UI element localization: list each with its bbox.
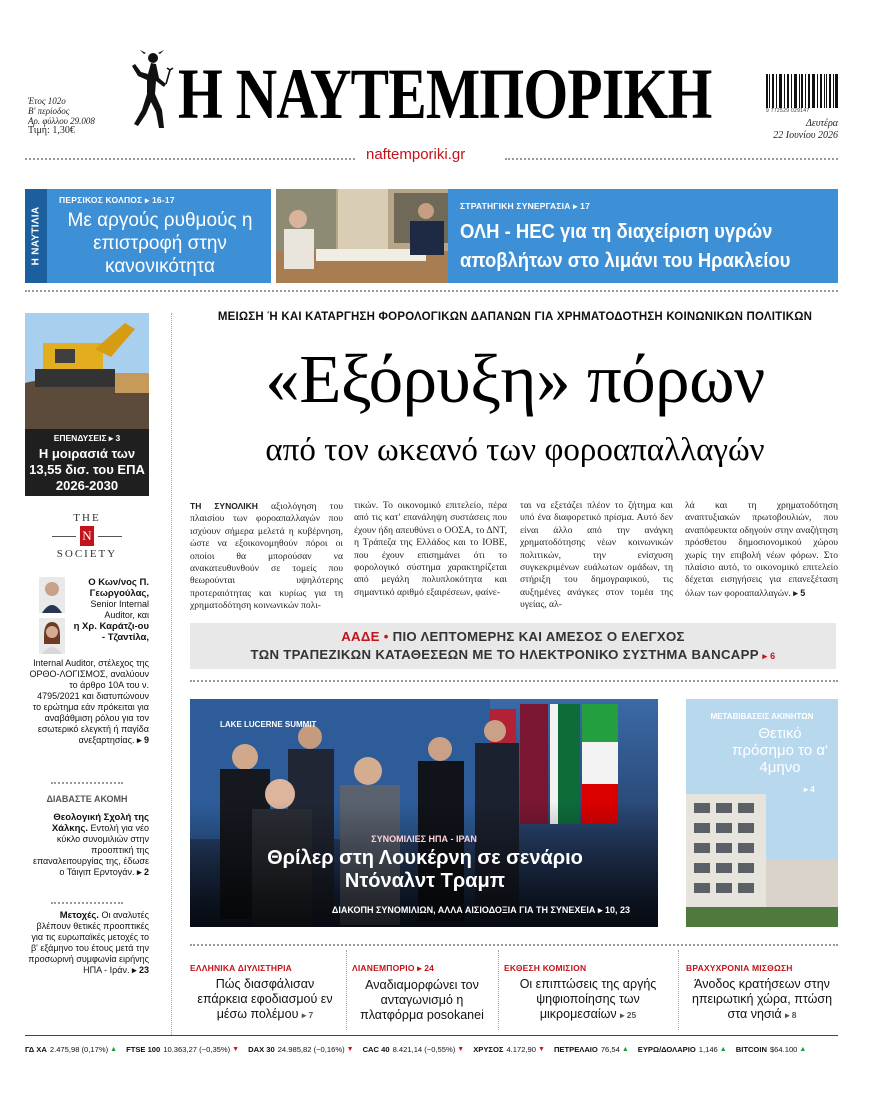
arrow-down-icon: ▼ xyxy=(457,1045,465,1053)
left-column-rule xyxy=(171,313,172,1035)
article-lead: ΤΗ ΣΥΝΟΛΙΚΗ xyxy=(190,501,258,511)
summit-photo-teaser[interactable] xyxy=(190,699,658,927)
ticker-value: 2.475,98 (0,17%) xyxy=(49,1044,109,1054)
aade-bullet: • xyxy=(383,629,389,644)
bottom-rule-1 xyxy=(346,950,347,1030)
society-logo-bottom: SOCIETY xyxy=(56,548,118,560)
bottom-article-1-title: Πώς διασφάλισαν επάρκεια εφοδιασμού εν μέσω πολέμου xyxy=(197,977,333,1021)
bottom-article-2[interactable] xyxy=(352,963,492,1023)
olh-teaser[interactable] xyxy=(276,189,838,283)
author1-role: Senior Internal Auditor, και xyxy=(90,599,149,620)
issue-price: Τιμή: 1,30€ xyxy=(28,125,75,136)
article-column-1-text: αξιολόγηση του πλαισίου των φοροαπαλλαγών που ισχύουν σήμερα μελετά η κυβέρνηση, ώστε να εξοικονομηθούν πόροι οι οποίοι θα μπορούσαν να ανακατευθυνθούν σε τομείς που θεωρούνται υψηλότερης προτεραιότητας και κυρίως για τη χρηματοδότηση κοινωνικών πολι- xyxy=(190,501,343,612)
read-more-divider-2 xyxy=(51,902,123,904)
bottom-article-1[interactable] xyxy=(190,963,340,1023)
society-ref: ▸ 9 xyxy=(136,735,149,745)
ticker-value: 24.985,82 (−0,16%) xyxy=(277,1044,345,1054)
aade-line-1: ΠΙΟ ΛΕΠΤΟΜΕΡΗΣ ΚΑΙ ΑΜΕΣΟΣ Ο ΕΛΕΓΧΟΣ xyxy=(392,629,685,644)
bottom-article-3-title-wrap xyxy=(504,977,672,1023)
bottom-article-3[interactable] xyxy=(504,963,672,1023)
article-column-1 xyxy=(190,500,343,613)
bottom-article-3-title: Οι επιπτώσεις της αργής ψηφιοποίησης των μικρομεσαίων xyxy=(519,977,657,1021)
bottom-article-4-ref: ▸ 8 xyxy=(785,1010,797,1020)
bottom-article-4-title: Άνοδος κρατήσεων στην ηπειρωτική χώρα, πτώση στα νησιά xyxy=(691,977,833,1021)
author2-portrait xyxy=(39,618,65,654)
bottom-article-1-ref: ▸ 7 xyxy=(301,1010,314,1020)
aade-ref: ▸ 6 xyxy=(762,651,776,661)
naftilia-teaser[interactable] xyxy=(25,189,271,283)
article-column-2: τικών. Το οικονομικό επιτελείο, πέρα από τις κατ' επανάληψη συστάσεις που έχουν ήδη απευθύνει ο ΟΟΣΑ, το ΔΝΤ, η Τράπεζα της Ελλάδος και το ΙΟΒΕ, που έχουν επισημάνει ότι το φορολογικό σύστημα χαρακτηρίζεται από μεγάλη πολυπλοκότητα και σημαντικό αριθμό εξαιρέσεων, φαίνε- xyxy=(354,500,507,598)
bottom-article-3-ref: ▸ 25 xyxy=(620,1010,637,1020)
ticker-value: $64.100 xyxy=(769,1044,798,1054)
ticker-label: ΓΔ ΧΑ xyxy=(25,1044,47,1054)
read-more-item-2-text: Οι αναλυτές βλέπουν θετικές προοπτικές για τις ευρωπαϊκές μετοχές το β' εξάμηνο του έτους μετά την προσωρινή συμφωνία ειρήνης ΗΠΑ - Ιράν. xyxy=(28,910,149,975)
aade-line-2: ΤΩΝ ΤΡΑΠΕΖΙΚΩΝ ΚΑΤΑΘΕΣΕΩΝ ΜΕ ΤΟ ΗΛΕΚΤΡΟΝΙΚΟ ΣΥΣΤΗΜΑ BANCAPP xyxy=(250,647,759,662)
edition-date xyxy=(720,118,838,142)
ependyseis-headline: Η μοιρασιά των 13,55 δισ. του ΕΠΑ 2026-2030 xyxy=(29,446,145,493)
arrow-up-icon: ▲ xyxy=(719,1045,727,1053)
society-logo xyxy=(25,512,149,560)
website-link[interactable]: naftemporiki.gr xyxy=(366,146,466,163)
author1-name: Ο Κων/νος Π. Γεωργούλας, xyxy=(88,577,149,599)
main-headline[interactable]: «Εξόρυξη» πόρων xyxy=(265,341,765,417)
bottom-rule-3 xyxy=(678,950,679,1030)
society-authors xyxy=(69,577,149,643)
ticker-label: BITCOIN xyxy=(735,1044,767,1054)
ticker-item-gold xyxy=(473,1045,545,1054)
ticker-label: ΕΥΡΩ/ΔΟΛΑΡΙΟ xyxy=(637,1044,696,1054)
ticker-label: ΠΕΤΡΕΛΑΙΟ xyxy=(553,1044,598,1054)
bottom-divider xyxy=(190,944,838,946)
ticker-value: 10.363,27 (−0,35%) xyxy=(163,1044,231,1054)
aade-teaser[interactable] xyxy=(190,623,836,669)
read-more-item-1-text: Εντολή για νέο κύκλο συνομιλιών στην προοπτική της επαναλειτουργίας της, έδωσε ο Τάιγιπ Ερντογάν. xyxy=(32,823,149,877)
society-text xyxy=(27,658,149,746)
real-estate-teaser[interactable] xyxy=(686,699,838,927)
bottom-article-1-kicker: ΕΛΛΗΝΙΚΑ ΔΙΥΛΙΣΤΗΡΙΑ xyxy=(190,963,292,973)
article-column-4-text: λά και τη χρηματοδότηση αναπτυξιακών πρωτοβουλιών, που αναπόφευκτα οδηγούν στην αναζήτηση πρόσθετου δημοσιονομικού χώρου χωρίς την επιβολή νέων φόρων. Στο πλαίσιο αυτό, το οικονομικό επιτελείο δέχεται εισηγήσεις για επανεξέταση όλων των φοροαπαλλαγών. xyxy=(685,500,838,599)
masthead-title: Η ΝΑΥΤΕΜΠΟΡΙΚΗ xyxy=(178,54,712,134)
arrow-down-icon: ▼ xyxy=(232,1045,240,1053)
issue-number: Αρ. φύλλου 29.008 xyxy=(28,116,95,126)
summit-ref: ▸ 10, 23 xyxy=(597,905,630,915)
ticker-value: 1,146 xyxy=(698,1044,718,1054)
read-more-item-1[interactable] xyxy=(27,812,149,878)
bottom-rule-2 xyxy=(498,950,499,1030)
bottom-article-3-kicker: ΕΚΘΕΣΗ ΚΟΜΙΣΙΟΝ xyxy=(504,963,587,973)
hermes-logo-icon xyxy=(126,48,174,136)
barcode-icon xyxy=(766,74,838,108)
ticker-item-eurusd xyxy=(638,1045,727,1054)
ticker-label: CAC 40 xyxy=(362,1044,390,1054)
bottom-article-4-title-wrap xyxy=(686,977,838,1023)
article-column-4 xyxy=(685,500,838,600)
bottom-article-2-title: Αναδιαμορφώνει τον ανταγωνισμό η πλατφόρμα posokanei xyxy=(360,978,484,1022)
ticker-item-oil xyxy=(554,1045,629,1054)
main-supertitle: ΜΕΙΩΣΗ Ή ΚΑΙ ΚΑΤΑΡΓΗΣΗ ΦΟΡΟΛΟΓΙΚΩΝ ΔΑΠΑΝΩΝ ΓΙΑ ΧΡΗΜΑΤΟΔΟΤΗΣΗ ΚΟΙΝΩΝΙΚΩΝ ΠΟΛΙΤΙΚΩΝ xyxy=(217,311,813,323)
issue-info xyxy=(28,96,95,136)
arrow-down-icon: ▼ xyxy=(346,1045,354,1053)
read-more-item-2[interactable] xyxy=(27,910,149,976)
olh-kicker: ΣΤΡΑΤΗΓΙΚΗ ΣΥΝΕΡΓΑΣΙΑ ▸ 17 xyxy=(460,201,591,211)
excavator-image xyxy=(25,313,149,429)
bottom-article-2-kicker: ΛΙΑΝΕΜΠΟΡΙΟ ▸ 24 xyxy=(352,963,435,973)
barcode-number: 9 772529 029147 xyxy=(766,108,810,114)
issue-year: Έτος 102ο xyxy=(28,96,66,106)
read-more-heading: ΔΙΑΒΑΣΤΕ ΑΚΟΜΗ xyxy=(46,794,128,804)
edition-date-text: 22 Ιουνίου 2026 xyxy=(773,130,838,141)
article-ref: ▸ 5 xyxy=(793,587,806,598)
real-estate-ref: ▸ 4 xyxy=(804,785,815,794)
bottom-article-1-title-wrap xyxy=(190,977,340,1023)
ticker-item-dax xyxy=(248,1045,353,1054)
aade-divider xyxy=(190,680,838,682)
naftilia-tab xyxy=(25,189,47,283)
market-ticker xyxy=(25,1041,838,1057)
aade-brand: ΑΑΔΕ xyxy=(341,629,380,644)
naftilia-kicker: ΠΕΡΣΙΚΟΣ ΚΟΛΠΟΣ ▸ 16-17 xyxy=(59,195,175,205)
ticker-value: 8.421,14 (−0,55%) xyxy=(392,1044,456,1054)
ependyseis-kicker: ΕΠΕΝΔΥΣΕΙΣ ▸ 3 xyxy=(53,433,121,443)
arrow-up-icon: ▲ xyxy=(621,1045,629,1053)
olh-signing-photo xyxy=(276,189,448,283)
society-logo-letter: N xyxy=(80,526,94,546)
arrow-down-icon: ▼ xyxy=(538,1045,545,1053)
read-more-item-1-title: Θεολογική Σχολή της Χάλκης. xyxy=(51,812,149,834)
real-estate-headline: Θετικό πρόσημο το α' 4μηνο xyxy=(732,725,828,776)
summit-headline: Θρίλερ στη Λουκέρνη σε σενάριο Ντόναλντ Τραμπ xyxy=(267,847,583,892)
ticker-value: 76,54 xyxy=(600,1044,620,1054)
ticker-item-ftse xyxy=(126,1045,239,1054)
summit-caption-text: ΔΙΑΚΟΠΗ ΣΥΝΟΜΙΛΙΩΝ, ΑΛΛΑ ΑΙΣΙΟΔΟΞΙΑ ΓΙΑ ΤΗ ΣΥΝΕΧΕΙΑ xyxy=(331,905,596,915)
arrow-up-icon: ▲ xyxy=(799,1045,807,1053)
olh-headline: ΟΛΗ - HEC για τη διαχείριση υγρών αποβλήτων στο λιμάνι του Ηρακλείου xyxy=(460,220,791,272)
ticker-label: DAX 30 xyxy=(248,1044,275,1054)
summit-kicker: ΣΥΝΟΜΙΛΙΕΣ ΗΠΑ - ΙΡΑΝ xyxy=(371,834,477,844)
article-column-3: ται να εξετάζει πλέον το ζήτημα και υπό ένα διαφορετικό πρίσμα. Αυτό δεν είναι άλλο από την ανάγκη χρηματοδότησης νέων κοινωνικών πολιτικών, την ενίσχυση συγκεκριμένων ευάλωτων ομάδων, τη στήριξη του δημογραφικού, τις αυξημένες ανάγκες στον τομέα της υγείας, αλ- xyxy=(520,500,673,611)
ticker-label: FTSE 100 xyxy=(126,1044,161,1054)
ependyseis-teaser[interactable] xyxy=(25,429,149,496)
bottom-article-4[interactable] xyxy=(686,963,838,1023)
main-subheadline: από τον ωκεανό των φοροαπαλλαγών xyxy=(265,432,765,468)
excavator-photo xyxy=(25,313,149,429)
read-more-item-2-ref: ▸ 23 xyxy=(131,965,149,975)
author1-portrait xyxy=(39,577,65,613)
author2-name: η Χρ. Καράτζι-ου - Τζαντίλα, xyxy=(73,621,149,643)
summit-caption xyxy=(190,905,630,916)
naftilia-tab-label: Η ΝΑΥΤΙΛΙΑ xyxy=(30,206,42,266)
ticker-item-bitcoin xyxy=(736,1045,807,1054)
ticker-item-cac xyxy=(363,1045,465,1054)
issue-period: Β' περίοδος xyxy=(28,106,70,116)
arrow-up-icon: ▲ xyxy=(110,1045,118,1053)
real-estate-kicker: ΜΕΤΑΒΙΒΑΣΕΙΣ ΑΚΙΝΗΤΩΝ xyxy=(710,712,814,721)
edition-day: Δευτέρα xyxy=(806,118,838,129)
banner-divider xyxy=(25,290,838,292)
ticker-value: 4.172,90 xyxy=(506,1044,536,1054)
ticker-top-rule xyxy=(25,1035,838,1036)
read-more-divider xyxy=(51,782,123,784)
bottom-article-4-kicker: ΒΡΑΧΥΧΡΟΝΙΑ ΜΙΣΘΩΣΗ xyxy=(686,963,793,973)
ticker-item-gd-xa xyxy=(25,1045,117,1054)
masthead-divider-right xyxy=(505,158,838,160)
ticker-label: ΧΡΥΣΟΣ xyxy=(473,1044,504,1054)
read-more-item-1-ref: ▸ 2 xyxy=(136,867,149,877)
read-more-item-2-title: Μετοχές. xyxy=(59,910,99,921)
masthead-divider-left xyxy=(25,158,355,160)
society-text-body: Internal Auditor, στέλεχος της ΟΡΘΟ-ΛΟΓΙΣΜΟΣ, αναλύουν το άρθρο 10Α του ν. 4795/2021 και διατυπώνουν το ερώτημα εάν πρόκειται για αναβάθμιση ρόλου για τον εσωτερικό ελεγκτή ή παγίδα ανεξαρτησίας. xyxy=(29,658,149,745)
society-logo-top: THE xyxy=(73,512,101,524)
olh-signing-image xyxy=(276,189,448,283)
summit-sign-text: LAKE LUCERNE SUMMIT xyxy=(220,720,317,729)
naftilia-headline: Με αργούς ρυθμούς η επιστροφή στην κανονικότητα xyxy=(67,210,253,277)
